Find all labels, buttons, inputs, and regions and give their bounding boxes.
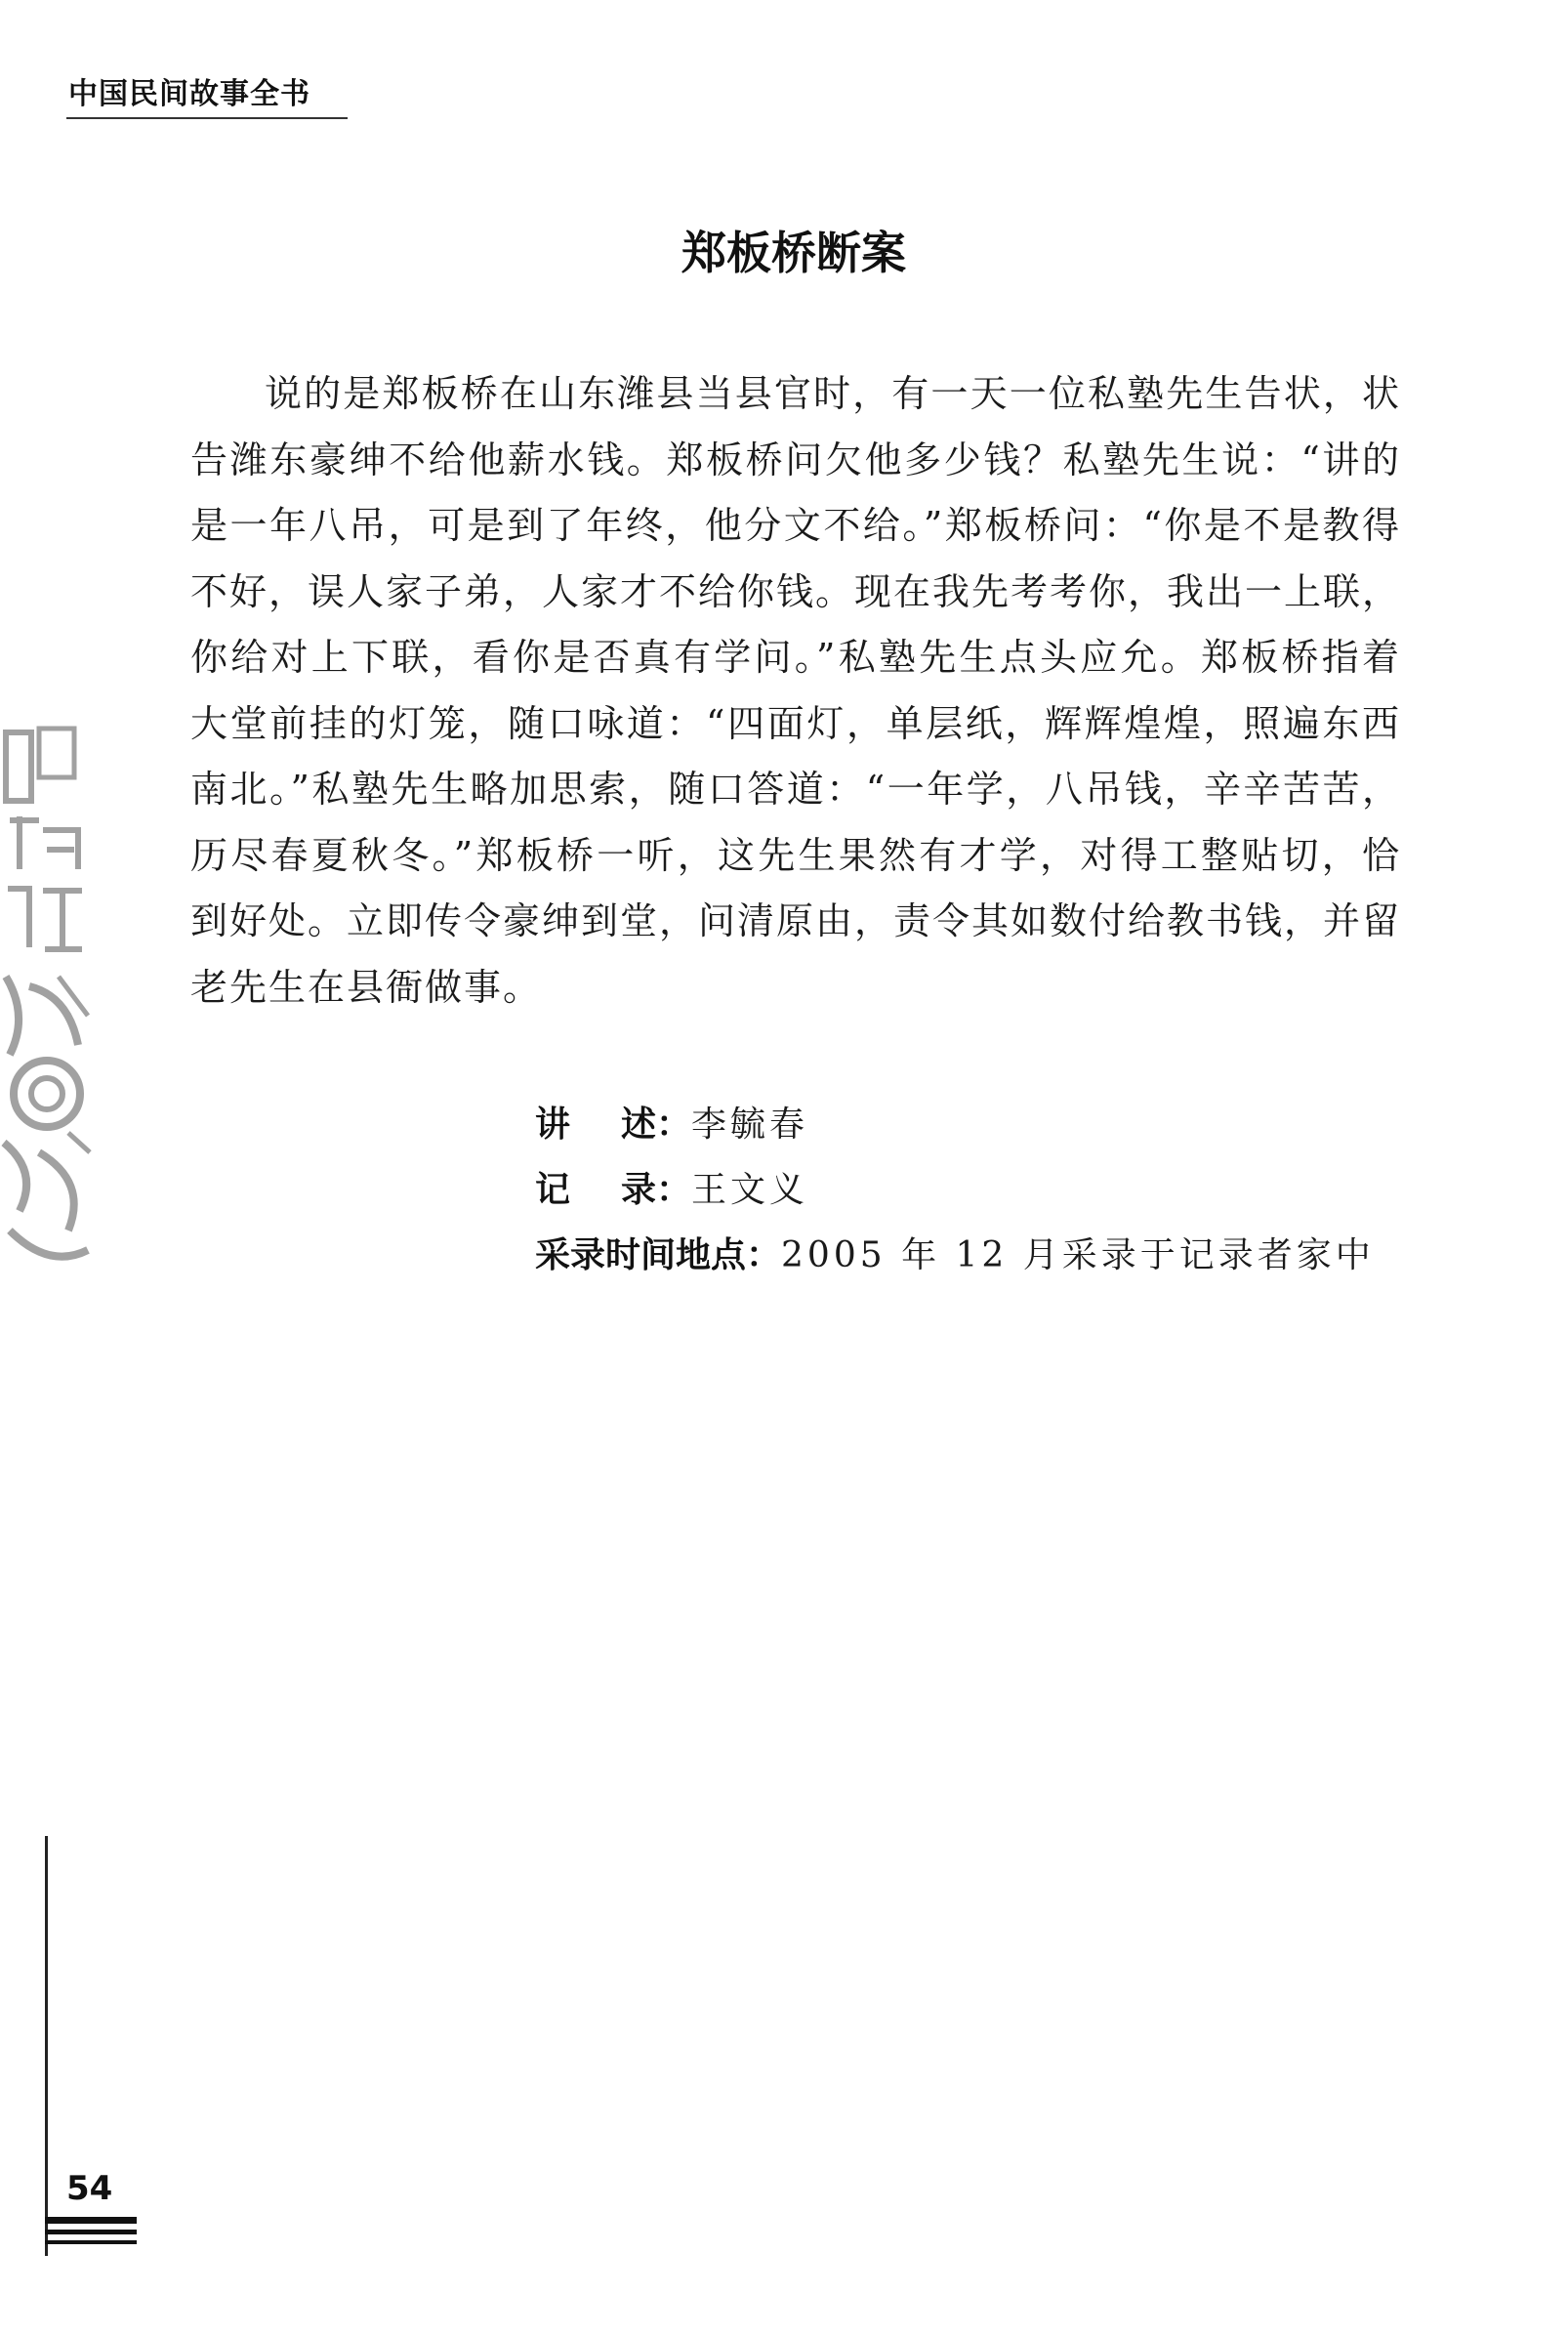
footer-bar [45,2230,137,2234]
credits-block [535,1092,1375,1288]
credit-narrator-row [535,1092,1375,1157]
credit-time-place-value: 2005 年 12 月采录于记录者家中 [781,1235,1375,1275]
footer-vertical-rule [45,1836,48,2256]
story-body: 说的是郑板桥在山东潍县当县官时，有一天一位私塾先生告状，状告潍东豪绅不给他薪水钱。郑板桥问欠他多少钱？私塾先生说：“讲的是一年八吊，可是到了年终，他分文不给。”郑板桥问：“你是不是教得不好，误人家子弟，人家才不给你钱。现在我先考考你，我出一上联，你给对上下联，看你是否真有学问。”私塾先生点头应允。郑板桥指着大堂前挂的灯笼，随口咏道：“四面灯，单层纸，辉辉煌煌，照遍东西南北。”私塾先生略加思索，随口答道：“一年学，八吊钱，辛辛苦苦，历尽春夏秋冬。”郑板桥一听，这先生果然有才学，对得工整贴切，恰到好处。立即传令豪绅到堂，问清原由，责令其如数付给教书钱，并留老先生在县衙做事。 [190,372,1402,1009]
page-number: 54 [66,2169,113,2208]
footer-bars-ornament [45,2217,137,2250]
credit-time-place-row [535,1223,1375,1288]
running-header-rule [66,117,348,119]
footer-bar [45,2217,137,2224]
running-header-book-title: 中国民间故事全书 [68,77,310,111]
credit-recorder-label [535,1157,691,1223]
credit-narrator-label-part2: 述： [620,1105,691,1145]
credit-recorder-row [535,1157,1375,1223]
credit-recorder-label-part2: 录： [620,1170,691,1210]
story-title: 郑板桥断案 [681,227,906,279]
credit-narrator-label-part1: 讲 [535,1105,571,1145]
footer-bar [45,2240,137,2244]
credit-narrator-label [535,1092,691,1157]
margin-decoration-image [0,723,94,1289]
credit-recorder-label-part1: 记 [535,1170,571,1210]
credit-recorder-value: 王文义 [691,1170,809,1210]
credit-time-place-label: 采录时间地点： [535,1235,782,1275]
credit-narrator-value: 李毓春 [691,1105,809,1145]
